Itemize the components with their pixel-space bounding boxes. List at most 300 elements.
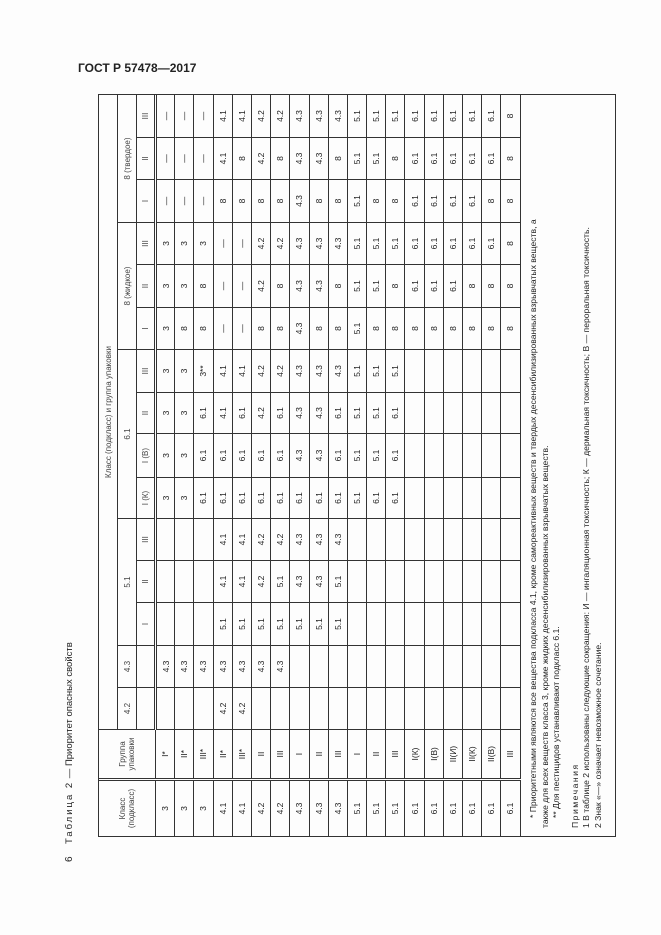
cell-priority bbox=[194, 561, 213, 603]
cell-priority bbox=[367, 519, 386, 561]
cell-group: I* bbox=[156, 730, 175, 780]
table-row bbox=[290, 95, 309, 837]
cell-priority: 4.1 bbox=[232, 519, 251, 561]
cell-priority: 8 bbox=[386, 265, 405, 308]
cell-priority: 6.1 bbox=[443, 265, 462, 308]
cell-priority: 4.2 bbox=[251, 519, 270, 561]
table-row bbox=[156, 95, 175, 837]
cell-priority: 5.1 bbox=[271, 561, 290, 603]
cell-priority: 6.1 bbox=[194, 393, 213, 434]
cell-priority bbox=[463, 688, 482, 730]
cell-priority: 5.1 bbox=[347, 138, 366, 180]
cell-priority bbox=[463, 393, 482, 434]
cell-class: 6.1 bbox=[424, 780, 443, 837]
cell-priority bbox=[405, 434, 424, 478]
cell-priority: 5.1 bbox=[347, 478, 366, 519]
table-caption-title: — Приоритет опасных свойств bbox=[64, 642, 75, 781]
cell-class: 5.1 bbox=[347, 780, 366, 837]
cell-priority: 6.1 bbox=[424, 223, 443, 265]
cell-group: I(К) bbox=[405, 730, 424, 780]
cell-priority bbox=[424, 519, 443, 561]
cell-priority bbox=[443, 350, 462, 393]
cell-priority: 3 bbox=[175, 350, 194, 393]
cell-priority bbox=[443, 478, 462, 519]
cell-group: II bbox=[251, 730, 270, 780]
cell-group: III bbox=[386, 730, 405, 780]
note-2: 2 Знак «—» означает невозможное сочетание. bbox=[592, 642, 603, 828]
cell-group: II(В) bbox=[482, 730, 501, 780]
cell-priority: 8 bbox=[501, 95, 520, 138]
cell-priority: 4.3 bbox=[290, 95, 309, 138]
cell-priority: 4.3 bbox=[232, 646, 251, 688]
cell-group: III bbox=[501, 730, 520, 780]
cell-priority: 4.3 bbox=[328, 223, 347, 265]
cell-priority bbox=[405, 688, 424, 730]
cell-priority: 4.2 bbox=[251, 393, 270, 434]
cell-priority bbox=[463, 603, 482, 646]
cell-priority bbox=[194, 519, 213, 561]
cell-priority bbox=[501, 688, 520, 730]
cell-group: II* bbox=[175, 730, 194, 780]
table-row bbox=[386, 95, 405, 837]
table-row bbox=[424, 95, 443, 837]
cell-priority bbox=[328, 688, 347, 730]
cell-priority: — bbox=[213, 265, 232, 308]
footnote-star2: ** Для пестицидов устанавливают подкласс 6.1. bbox=[551, 626, 561, 818]
cell-priority: 8 bbox=[501, 138, 520, 180]
cell-priority: 8 bbox=[271, 308, 290, 350]
table-caption bbox=[64, 642, 75, 844]
cell-group: III bbox=[328, 730, 347, 780]
header-packing-group: I bbox=[137, 308, 156, 350]
header-class-61: 6.1 bbox=[118, 350, 137, 519]
cell-priority: 6.1 bbox=[443, 180, 462, 223]
cell-priority bbox=[386, 519, 405, 561]
cell-priority bbox=[367, 561, 386, 603]
cell-priority bbox=[175, 688, 194, 730]
cell-priority: 5.1 bbox=[290, 603, 309, 646]
cell-priority: 4.1 bbox=[213, 393, 232, 434]
header-packing-group bbox=[137, 646, 156, 688]
cell-priority: 4.3 bbox=[290, 180, 309, 223]
cell-priority: 4.3 bbox=[309, 561, 328, 603]
cell-priority bbox=[424, 646, 443, 688]
cell-priority bbox=[424, 478, 443, 519]
cell-class: 6.1 bbox=[463, 780, 482, 837]
cell-priority: 4.3 bbox=[156, 646, 175, 688]
cell-priority: 8 bbox=[463, 265, 482, 308]
cell-priority: 4.2 bbox=[232, 688, 251, 730]
header-packing-group: I bbox=[137, 603, 156, 646]
cell-priority: 4.2 bbox=[271, 519, 290, 561]
cell-priority: — bbox=[194, 95, 213, 138]
cell-priority bbox=[405, 519, 424, 561]
cell-priority: 3 bbox=[156, 350, 175, 393]
cell-class: 4.2 bbox=[271, 780, 290, 837]
table-row bbox=[213, 95, 232, 837]
cell-class: 3 bbox=[156, 780, 175, 837]
cell-priority: 8 bbox=[367, 180, 386, 223]
cell-priority: 4.1 bbox=[213, 561, 232, 603]
note-1: 1 В таблице 2 использованы следующие сокращения: И — ингаляционная токсичность; К — дермальная токсичность; В — пероральная токсичность. bbox=[581, 227, 591, 828]
cell-class: 5.1 bbox=[386, 780, 405, 837]
footnotes bbox=[528, 103, 604, 828]
cell-priority: 5.1 bbox=[367, 434, 386, 478]
cell-priority bbox=[309, 688, 328, 730]
cell-priority: — bbox=[175, 95, 194, 138]
cell-priority: 5.1 bbox=[386, 95, 405, 138]
cell-priority: — bbox=[156, 180, 175, 223]
header-packing-group: III bbox=[137, 350, 156, 393]
header-class-8: 8 (жидкое) bbox=[118, 223, 137, 350]
cell-priority: 6.1 bbox=[271, 434, 290, 478]
cell-priority: 5.1 bbox=[386, 223, 405, 265]
cell-priority: 4.1 bbox=[213, 95, 232, 138]
header-row bbox=[118, 95, 137, 837]
cell-priority bbox=[443, 688, 462, 730]
cell-priority: 5.1 bbox=[232, 603, 251, 646]
cell-priority: 3** bbox=[194, 350, 213, 393]
cell-priority bbox=[463, 350, 482, 393]
cell-priority bbox=[367, 688, 386, 730]
cell-priority bbox=[309, 646, 328, 688]
header-packing-group: II bbox=[137, 393, 156, 434]
rotated-page-content bbox=[60, 93, 620, 862]
cell-priority: 8 bbox=[232, 180, 251, 223]
cell-class: 6.1 bbox=[405, 780, 424, 837]
cell-priority: 3 bbox=[175, 393, 194, 434]
cell-group: I bbox=[290, 730, 309, 780]
table-row bbox=[482, 95, 501, 837]
cell-class: 5.1 bbox=[367, 780, 386, 837]
cell-priority: 5.1 bbox=[367, 265, 386, 308]
cell-priority: 8 bbox=[213, 180, 232, 223]
cell-priority: 8 bbox=[501, 180, 520, 223]
cell-priority bbox=[443, 434, 462, 478]
cell-priority: 8 bbox=[309, 308, 328, 350]
cell-priority bbox=[386, 646, 405, 688]
cell-priority: 6.1 bbox=[463, 95, 482, 138]
cell-priority: 8 bbox=[501, 223, 520, 265]
cell-priority: 6.1 bbox=[367, 478, 386, 519]
cell-priority: 4.3 bbox=[251, 646, 270, 688]
cell-priority: 4.1 bbox=[232, 95, 251, 138]
cell-priority: 4.1 bbox=[232, 561, 251, 603]
cell-group: III bbox=[271, 730, 290, 780]
cell-priority bbox=[463, 478, 482, 519]
cell-priority: — bbox=[213, 308, 232, 350]
cell-priority: 4.3 bbox=[290, 434, 309, 478]
cell-priority: — bbox=[156, 138, 175, 180]
cell-priority bbox=[405, 478, 424, 519]
cell-priority bbox=[443, 561, 462, 603]
cell-priority: 8 bbox=[328, 180, 347, 223]
cell-priority bbox=[443, 519, 462, 561]
cell-priority: 8 bbox=[175, 308, 194, 350]
cell-priority: 5.1 bbox=[309, 603, 328, 646]
cell-priority: 3 bbox=[156, 265, 175, 308]
cell-class: 4.3 bbox=[309, 780, 328, 837]
cell-priority: 4.3 bbox=[309, 265, 328, 308]
cell-priority bbox=[482, 393, 501, 434]
cell-priority: — bbox=[194, 180, 213, 223]
cell-priority: 4.1 bbox=[213, 138, 232, 180]
cell-priority bbox=[156, 519, 175, 561]
cell-priority: 4.2 bbox=[271, 95, 290, 138]
header-row bbox=[137, 95, 156, 837]
document-title: ГОСТ Р 57478—2017 bbox=[78, 61, 197, 75]
cell-priority bbox=[405, 561, 424, 603]
header-class-42: 4.2 bbox=[118, 688, 137, 730]
cell-priority bbox=[424, 688, 443, 730]
cell-priority: 8 bbox=[328, 265, 347, 308]
cell-priority: 4.2 bbox=[271, 223, 290, 265]
cell-priority: 8 bbox=[386, 180, 405, 223]
cell-priority: 4.3 bbox=[194, 646, 213, 688]
cell-priority: 6.1 bbox=[309, 478, 328, 519]
cell-priority: 4.1 bbox=[232, 350, 251, 393]
cell-priority: 5.1 bbox=[386, 350, 405, 393]
priority-table bbox=[98, 94, 521, 837]
header-packing-group: I bbox=[137, 180, 156, 223]
cell-priority: — bbox=[232, 223, 251, 265]
cell-priority: 5.1 bbox=[347, 180, 366, 223]
table-caption-label: Таблица 2 bbox=[64, 780, 75, 844]
cell-priority: 3 bbox=[175, 478, 194, 519]
cell-priority bbox=[463, 519, 482, 561]
cell-priority: 8 bbox=[309, 180, 328, 223]
cell-priority: — bbox=[232, 265, 251, 308]
table-row bbox=[501, 95, 520, 837]
cell-priority: 4.3 bbox=[290, 308, 309, 350]
page-number: 6 bbox=[64, 856, 75, 862]
cell-priority: 5.1 bbox=[347, 308, 366, 350]
cell-priority bbox=[424, 393, 443, 434]
cell-priority bbox=[482, 519, 501, 561]
cell-priority: 8 bbox=[232, 138, 251, 180]
header-row bbox=[99, 95, 118, 837]
cell-priority: 4.2 bbox=[251, 350, 270, 393]
cell-class: 6.1 bbox=[501, 780, 520, 837]
cell-priority bbox=[501, 519, 520, 561]
cell-priority bbox=[290, 688, 309, 730]
cell-priority: 8 bbox=[405, 308, 424, 350]
cell-priority: 5.1 bbox=[271, 603, 290, 646]
cell-priority: 6.1 bbox=[213, 478, 232, 519]
cell-priority: 8 bbox=[251, 308, 270, 350]
cell-priority: 4.3 bbox=[175, 646, 194, 688]
cell-priority: 5.1 bbox=[367, 223, 386, 265]
cell-priority: 5.1 bbox=[347, 223, 366, 265]
cell-priority: 6.1 bbox=[424, 95, 443, 138]
cell-class: 4.3 bbox=[328, 780, 347, 837]
cell-priority: 6.1 bbox=[463, 138, 482, 180]
cell-priority: 8 bbox=[386, 138, 405, 180]
header-class-51: 5.1 bbox=[118, 519, 137, 646]
cell-priority bbox=[482, 646, 501, 688]
header-group: Группа упаковки bbox=[99, 730, 156, 780]
cell-priority: 6.1 bbox=[328, 393, 347, 434]
cell-priority: 5.1 bbox=[347, 265, 366, 308]
cell-priority: 8 bbox=[194, 265, 213, 308]
cell-group: II(И) bbox=[443, 730, 462, 780]
cell-priority: 8 bbox=[328, 308, 347, 350]
cell-group: I bbox=[347, 730, 366, 780]
cell-priority bbox=[424, 603, 443, 646]
cell-priority: 8 bbox=[271, 180, 290, 223]
cell-priority bbox=[424, 434, 443, 478]
cell-priority: 5.1 bbox=[367, 138, 386, 180]
cell-priority: 4.3 bbox=[213, 646, 232, 688]
cell-priority: 8 bbox=[463, 308, 482, 350]
cell-priority: 4.3 bbox=[328, 519, 347, 561]
table-row bbox=[232, 95, 251, 837]
cell-priority: 8 bbox=[424, 308, 443, 350]
cell-priority: 6.1 bbox=[443, 223, 462, 265]
cell-priority bbox=[271, 688, 290, 730]
cell-priority: 4.3 bbox=[290, 519, 309, 561]
table-row bbox=[367, 95, 386, 837]
cell-priority: 4.3 bbox=[271, 646, 290, 688]
cell-priority: — bbox=[194, 138, 213, 180]
cell-priority: 4.2 bbox=[271, 350, 290, 393]
header-class-43: 4.3 bbox=[118, 646, 137, 688]
cell-priority: 4.3 bbox=[290, 561, 309, 603]
cell-class: 3 bbox=[175, 780, 194, 837]
cell-priority: 5.1 bbox=[367, 95, 386, 138]
cell-group: III* bbox=[194, 730, 213, 780]
cell-priority: 6.1 bbox=[213, 434, 232, 478]
cell-priority: 4.3 bbox=[309, 223, 328, 265]
cell-priority: 5.1 bbox=[328, 561, 347, 603]
cell-priority: 6.1 bbox=[405, 95, 424, 138]
cell-priority: 4.1 bbox=[213, 519, 232, 561]
cell-priority bbox=[501, 393, 520, 434]
cell-priority: 8 bbox=[367, 308, 386, 350]
cell-priority: 8 bbox=[443, 308, 462, 350]
cell-priority: 6.1 bbox=[482, 223, 501, 265]
cell-priority bbox=[463, 561, 482, 603]
cell-priority bbox=[175, 519, 194, 561]
cell-priority: 8 bbox=[271, 138, 290, 180]
cell-priority bbox=[347, 646, 366, 688]
cell-priority: 6.1 bbox=[232, 434, 251, 478]
cell-priority bbox=[463, 434, 482, 478]
cell-priority: 6.1 bbox=[424, 180, 443, 223]
table-row bbox=[347, 95, 366, 837]
cell-group: II bbox=[309, 730, 328, 780]
cell-priority bbox=[347, 603, 366, 646]
cell-group: II bbox=[367, 730, 386, 780]
cell-priority bbox=[367, 646, 386, 688]
cell-priority bbox=[424, 350, 443, 393]
header-class: Класс (подкласс) bbox=[99, 780, 156, 837]
cell-priority: 6.1 bbox=[443, 95, 462, 138]
table-row bbox=[443, 95, 462, 837]
header-packing-group: III bbox=[137, 223, 156, 265]
cell-priority bbox=[347, 519, 366, 561]
cell-priority: 4.3 bbox=[309, 350, 328, 393]
cell-priority: 5.1 bbox=[251, 603, 270, 646]
cell-priority bbox=[482, 478, 501, 519]
cell-priority: 6.1 bbox=[463, 223, 482, 265]
cell-priority bbox=[405, 350, 424, 393]
cell-priority bbox=[501, 350, 520, 393]
cell-priority bbox=[501, 434, 520, 478]
cell-priority: 4.3 bbox=[290, 138, 309, 180]
cell-priority: 5.1 bbox=[213, 603, 232, 646]
cell-priority: 6.1 bbox=[194, 434, 213, 478]
cell-priority bbox=[424, 561, 443, 603]
cell-priority: 6.1 bbox=[405, 138, 424, 180]
table-row bbox=[405, 95, 424, 837]
cell-priority: 4.3 bbox=[290, 393, 309, 434]
cell-priority: 8 bbox=[482, 265, 501, 308]
header-class-and-group: Класс (подкласс) и группа упаковки bbox=[99, 95, 118, 730]
table-row bbox=[271, 95, 290, 837]
footnote-star1: * Приоритетными являются все вещества подкласса 4.1, кроме самореактивных веществ и твердых десенсибилизированных взрывчатых веществ, а bbox=[528, 219, 538, 818]
cell-priority bbox=[482, 561, 501, 603]
cell-priority: 6.1 bbox=[463, 180, 482, 223]
cell-priority: 4.2 bbox=[213, 688, 232, 730]
cell-priority: 6.1 bbox=[405, 265, 424, 308]
cell-priority: 3 bbox=[194, 223, 213, 265]
cell-priority: 5.1 bbox=[347, 393, 366, 434]
cell-priority: 4.3 bbox=[309, 519, 328, 561]
cell-priority: 4.3 bbox=[328, 95, 347, 138]
cell-priority: — bbox=[175, 180, 194, 223]
cell-class: 6.1 bbox=[482, 780, 501, 837]
cell-priority: 8 bbox=[482, 308, 501, 350]
cell-priority: 4.3 bbox=[309, 393, 328, 434]
cell-priority: 8 bbox=[501, 265, 520, 308]
cell-priority: — bbox=[156, 95, 175, 138]
cell-priority bbox=[290, 646, 309, 688]
cell-priority: 6.1 bbox=[405, 180, 424, 223]
cell-priority bbox=[405, 603, 424, 646]
cell-priority: 6.1 bbox=[232, 478, 251, 519]
cell-priority: 3 bbox=[175, 434, 194, 478]
cell-priority: 5.1 bbox=[347, 350, 366, 393]
cell-priority bbox=[463, 646, 482, 688]
cell-priority: 3 bbox=[175, 265, 194, 308]
cell-priority bbox=[443, 603, 462, 646]
cell-priority: 6.1 bbox=[405, 223, 424, 265]
table-row bbox=[194, 95, 213, 837]
cell-priority: 4.2 bbox=[251, 95, 270, 138]
cell-priority: 8 bbox=[194, 308, 213, 350]
cell-priority: 5.1 bbox=[367, 393, 386, 434]
cell-priority bbox=[482, 688, 501, 730]
table-row bbox=[251, 95, 270, 837]
cell-priority: 3 bbox=[156, 393, 175, 434]
cell-priority: 4.2 bbox=[251, 265, 270, 308]
cell-priority bbox=[501, 646, 520, 688]
cell-group: III* bbox=[232, 730, 251, 780]
cell-priority: 4.2 bbox=[251, 138, 270, 180]
cell-priority: 3 bbox=[156, 478, 175, 519]
cell-priority: 3 bbox=[156, 223, 175, 265]
cell-priority: 3 bbox=[156, 308, 175, 350]
cell-priority: 6.1 bbox=[482, 138, 501, 180]
cell-priority bbox=[501, 561, 520, 603]
cell-priority: 6.1 bbox=[290, 478, 309, 519]
cell-priority bbox=[194, 688, 213, 730]
cell-priority: 4.3 bbox=[328, 350, 347, 393]
cell-class: 3 bbox=[194, 780, 213, 837]
cell-priority: 4.2 bbox=[251, 561, 270, 603]
cell-priority: 6.1 bbox=[482, 95, 501, 138]
